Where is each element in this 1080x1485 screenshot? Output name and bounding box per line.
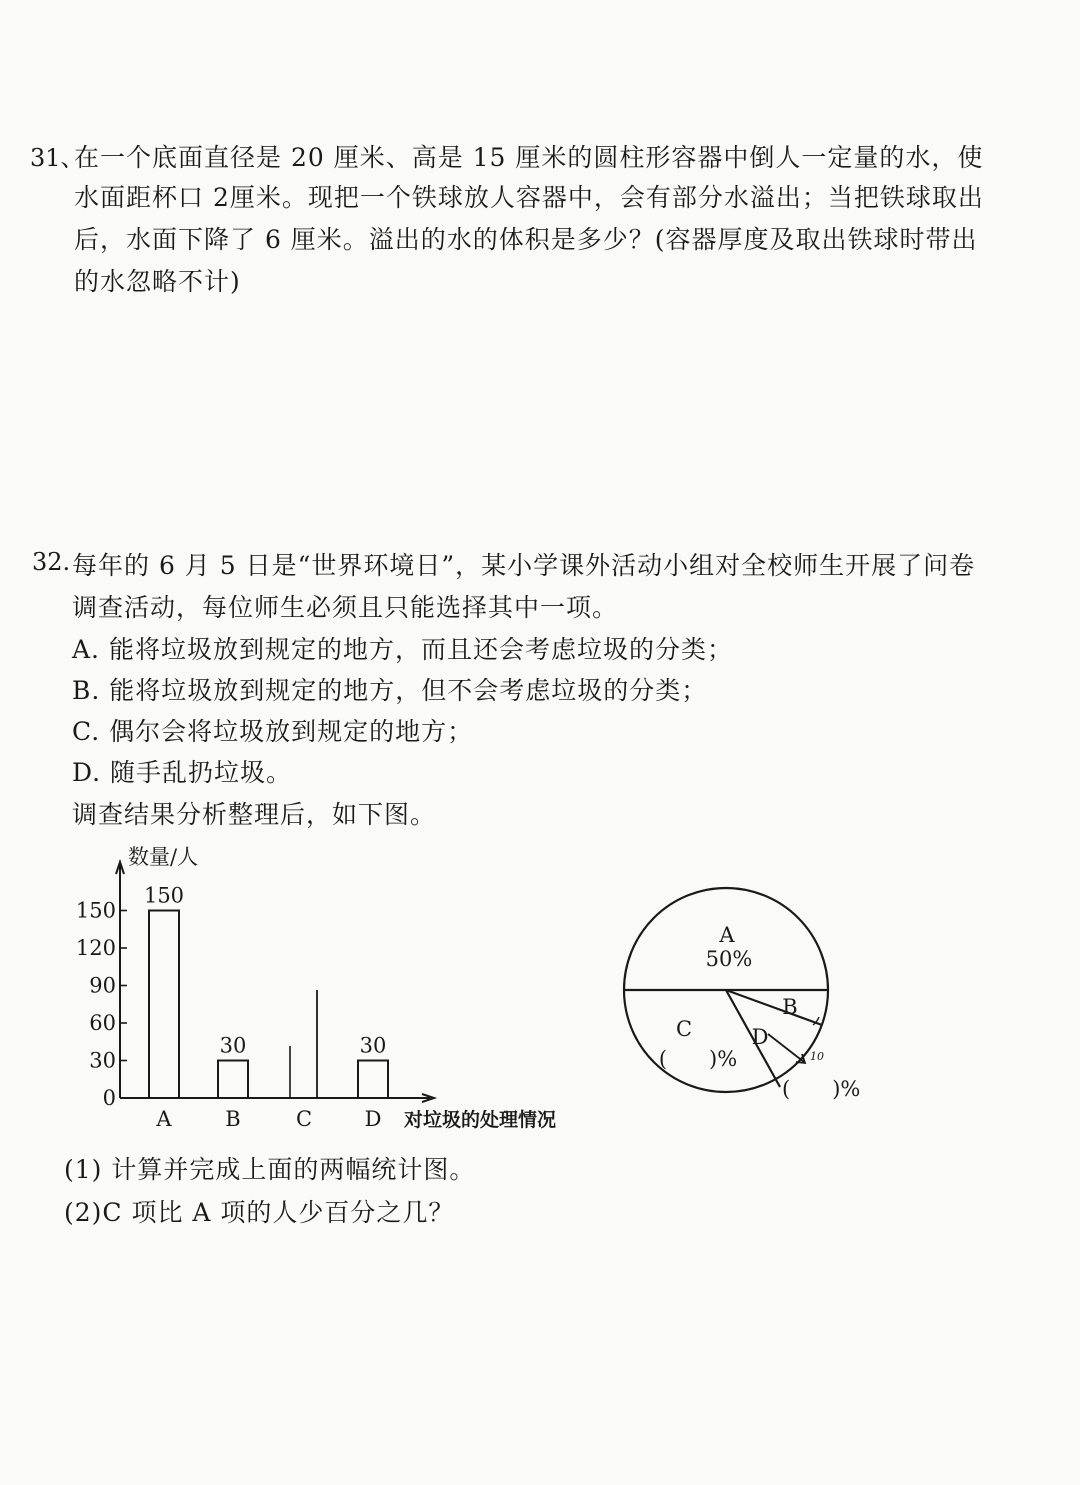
pie-chart [600,860,900,1120]
x-tick-label: A [156,1107,172,1131]
y-tick-label: 30 [89,1048,116,1073]
y-tick-label: 90 [89,973,116,998]
bar-value-label: 30 [219,1033,247,1058]
x-tick-label: C [295,1107,313,1131]
y-tick-label: 0 [102,1086,116,1110]
survey-result-intro: 调查结果分析整理后，如下图。 [72,800,437,829]
y-tick-label: 150 [75,898,116,923]
question-32-line-2: 调查活动，每位师生必须且只能选择其中一项。 [72,593,619,622]
sub-question-1: (1) 计算并完成上面的两幅统计图。 [64,1155,476,1184]
option-d: D. 随手乱扔垃圾。 [72,758,293,787]
option-a: A. 能将垃圾放到规定的地方，而且还会考虑垃圾的分类； [72,635,733,664]
pie-label-c: C [675,1017,693,1041]
pie-value-c: ( )% [658,1047,738,1071]
pie-value-a: 50% [705,947,753,971]
x-axis-label: 对垃圾的处理情况 [404,1109,557,1131]
question-31-line-2: 水面距杯口 2厘米。现把一个铁球放人容器中，会有部分水溢出；当把铁球取出 [74,183,984,212]
pie-label-d: D [751,1025,769,1049]
bar-value-label: 30 [359,1033,387,1058]
bar-d [358,1061,388,1099]
bar-chart [60,840,600,1140]
pie-label-a: A [719,923,735,947]
bar-a [149,911,179,1099]
question-31-line-1: 在一个底面直径是 20 厘米、高是 15 厘米的圆柱形容器中倒人一定量的水，使 [74,143,984,172]
pie-divider-b-d [726,990,822,1025]
pie-handwritten-note: 10 [810,1050,824,1063]
question-31-line-3: 后，水面下降了 6 厘米。溢出的水的体积是多少？(容器厚度及取出铁球时带出 [74,225,978,254]
question-31-number: 31、 [30,144,85,172]
pie-value-d: ( )% [782,1077,861,1101]
question-31-line-4: 的水忽略不计) [74,267,241,296]
pen-arrow-icon [768,1034,804,1062]
question-32-number: 32. [32,548,71,576]
y-tick-label: 60 [89,1011,116,1035]
x-tick-label: B [225,1107,241,1131]
option-b: B. 能将垃圾放到规定的地方，但不会考虑垃圾的分类； [72,676,708,705]
option-c: C. 偶尔会将垃圾放到规定的地方； [72,717,474,746]
bar-value-label: 150 [143,883,185,908]
bar-b [218,1061,248,1099]
pie-label-b: B [782,995,798,1019]
x-tick-label: D [364,1107,382,1131]
y-tick-label: 120 [75,936,116,960]
y-axis-label: 数量/人 [128,845,199,869]
sub-question-2: (2)C 项比 A 项的人少百分之几？ [64,1198,455,1227]
question-32-line-1: 每年的 6 月 5 日是“世界环境日”，某小学课外活动小组对全校师生开展了问卷 [72,551,976,580]
